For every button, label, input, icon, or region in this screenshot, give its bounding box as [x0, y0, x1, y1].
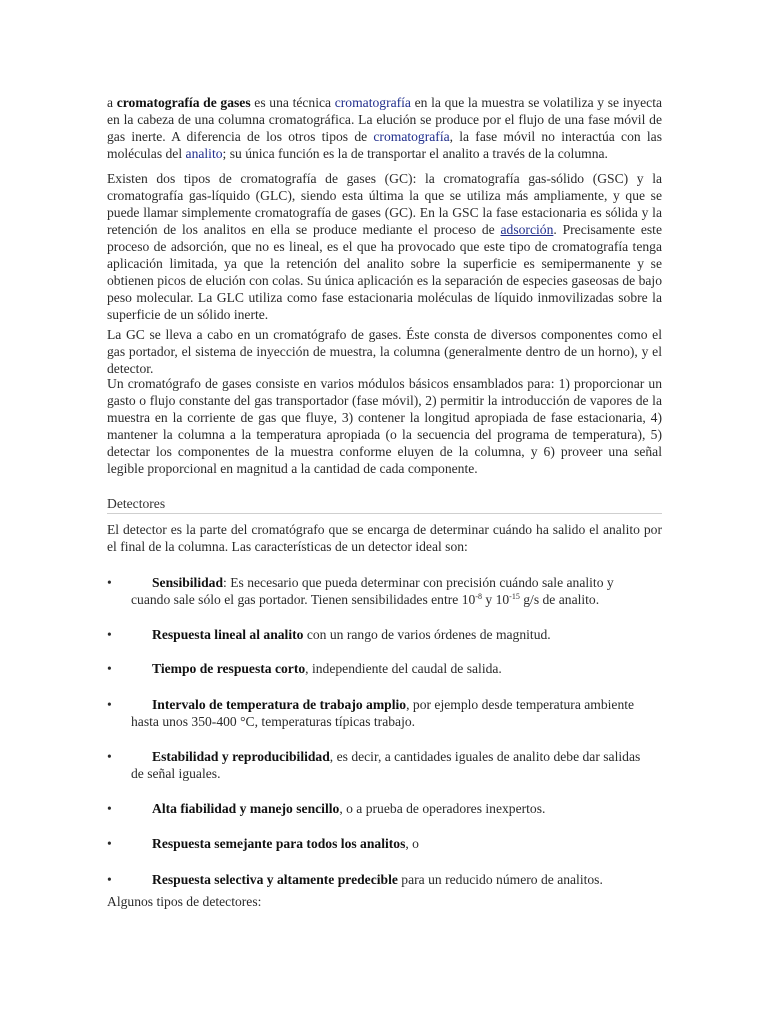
list-item-term: Respuesta semejante para todos los analitos: [152, 836, 406, 851]
bullet-icon: •: [107, 661, 112, 676]
list-item-term: Tiempo de respuesta corto: [152, 661, 306, 676]
list-item: [107, 835, 662, 852]
list-item: [107, 871, 662, 888]
list-item: [107, 800, 662, 817]
list-item-text: , independiente del caudal de salida.: [305, 661, 502, 676]
list-item-line: [107, 660, 662, 677]
list-item-term: Sensibilidad: [152, 575, 224, 590]
list-item-term: Respuesta selectiva y altamente predecible: [152, 872, 398, 887]
bullet-icon: •: [107, 836, 112, 851]
list-item: [107, 574, 662, 608]
exponent: -15: [509, 592, 520, 601]
bullet-icon: •: [107, 801, 112, 816]
list-item-text: , es decir, a cantidades iguales de analito debe dar salidas: [329, 749, 641, 764]
list-item-term: Alta fiabilidad y manejo sencillo: [152, 801, 340, 816]
list-item-text: , o: [405, 836, 419, 851]
list-item-text: , por ejemplo desde temperatura ambiente: [406, 697, 635, 712]
bullet-icon: •: [107, 749, 112, 764]
bullet-icon: •: [107, 627, 112, 642]
bullet-icon: •: [107, 575, 112, 590]
list-item-text: : Es necesario que pueda determinar con precisión cuándo sale analito y: [223, 575, 614, 590]
list-item-line: [107, 591, 662, 608]
text-span: es una técnica: [250, 95, 335, 110]
list-item-line: [107, 871, 662, 888]
term-bold: cromatografía de gases: [116, 95, 251, 110]
list-item-line: [107, 696, 662, 713]
list-item-line: [107, 748, 662, 765]
list-item-text: , o a prueba de operadores inexpertos.: [339, 801, 546, 816]
bullet-icon: •: [107, 872, 112, 887]
types-paragraph: [107, 170, 662, 323]
link-adsorcion[interactable]: adsorción: [500, 222, 554, 237]
list-item-line: hasta unos 350-400 °C, temperaturas típicas trabajo.: [131, 714, 416, 729]
intro-lead: a: [107, 95, 117, 110]
list-item-line: [107, 574, 662, 591]
text-span: , la fase móvil no interactúa con las moléculas del: [107, 129, 662, 161]
list-item-term: Respuesta lineal al analito: [152, 627, 304, 642]
list-item: [107, 748, 662, 782]
list-item-text: y 10: [481, 592, 510, 607]
link-cromatografia[interactable]: cromatografía: [334, 95, 411, 110]
link-cromatografia-2[interactable]: cromatografía: [373, 129, 450, 144]
link-analito[interactable]: analito: [185, 146, 223, 161]
bullet-icon: •: [107, 697, 112, 712]
text-span: ; su única función es la de transportar el analito a través de la columna.: [222, 146, 608, 161]
heading-divider: [107, 513, 662, 514]
list-item-line: de señal iguales.: [131, 766, 221, 781]
list-item-text: para un reducido número de analitos.: [397, 872, 603, 887]
list-item-text: g/s de analito.: [519, 592, 600, 607]
intro-paragraph: [107, 94, 662, 162]
text-span: en la que la muestra se volatiliza y se inyecta en la cabeza de una columna cromatográfica. La elución se produce por el flujo de una fase móvil de gas inerte. A diferencia de los otros tipos de: [107, 95, 662, 144]
list-item-line: [107, 626, 662, 643]
closing-line: Algunos tipos de detectores:: [107, 894, 262, 909]
gc-paragraph: La GC se lleva a cabo en un cromatógrafo de gases. Éste consta de diversos componentes como el gas portador, el sistema de inyección de muestra, la columna (generalmente dentro de un horno), y el detector.: [107, 327, 662, 376]
list-item: [107, 626, 662, 643]
list-item: [107, 696, 662, 730]
list-item-text: cuando sale sólo el gas portador. Tienen sensibilidades entre 10: [131, 592, 476, 607]
section-heading: Detectores: [107, 496, 166, 511]
exponent: -8: [475, 592, 482, 601]
modules-paragraph: Un cromatógrafo de gases consiste en varios módulos básicos ensamblados para: 1) proporcionar un gasto o flujo constante del gas transportador (fase móvil), 2) permitir la introducción de vapores de la muestra en la corriente de gas que fluye, 3) contener la longitud apropiada de fase estacionaria, 4) mantener la columna a la temperatura apropiada (o la secuencia del programa de temperatura), 5) detectar los componentes de la muestra conforme eluyen de la columna, y 6) proveer una señal legible proporcional en magnitud a la cantidad de cada componente.: [107, 376, 662, 476]
list-item-term: Estabilidad y reproducibilidad: [152, 749, 330, 764]
list-item-line: [107, 835, 662, 852]
list-item-line: [107, 800, 662, 817]
text-span: . Precisamente este proceso de adsorción, que no es lineal, es el que ha provocado que este tipo de cromatografía tenga aplicación limitada, ya que la retención del analito sobre la superficie es semipermanente y se obtienen picos de elución con colas. Su única aplicación es la separación de especies gaseosas de bajo peso molecular. La GLC utiliza como fase estacionaria moléculas de líquido inmovilizadas sobre la superficie de un sólido inerte.: [107, 222, 662, 322]
list-item-text: con un rango de varios órdenes de magnitud.: [303, 627, 551, 642]
list-item: [107, 660, 662, 677]
text-span: Existen dos tipos de cromatografía de gases (GC): la cromatografía gas-sólido (GSC) y la cromatografía gas-líquido (GLC), siendo esta última la que se utiliza más ampliamente, y que se puede llamar simplemente cromatografía de gases (GC). En la GSC la fase estacionaria es sólida y la retención de los analitos en ella se produce mediante el proceso de: [107, 171, 662, 237]
detector-paragraph: El detector es la parte del cromatógrafo que se encarga de determinar cuándo ha salido el analito por el final de la columna. Las características de un detector ideal son:: [107, 522, 662, 554]
list-item-term: Intervalo de temperatura de trabajo amplio: [152, 697, 407, 712]
